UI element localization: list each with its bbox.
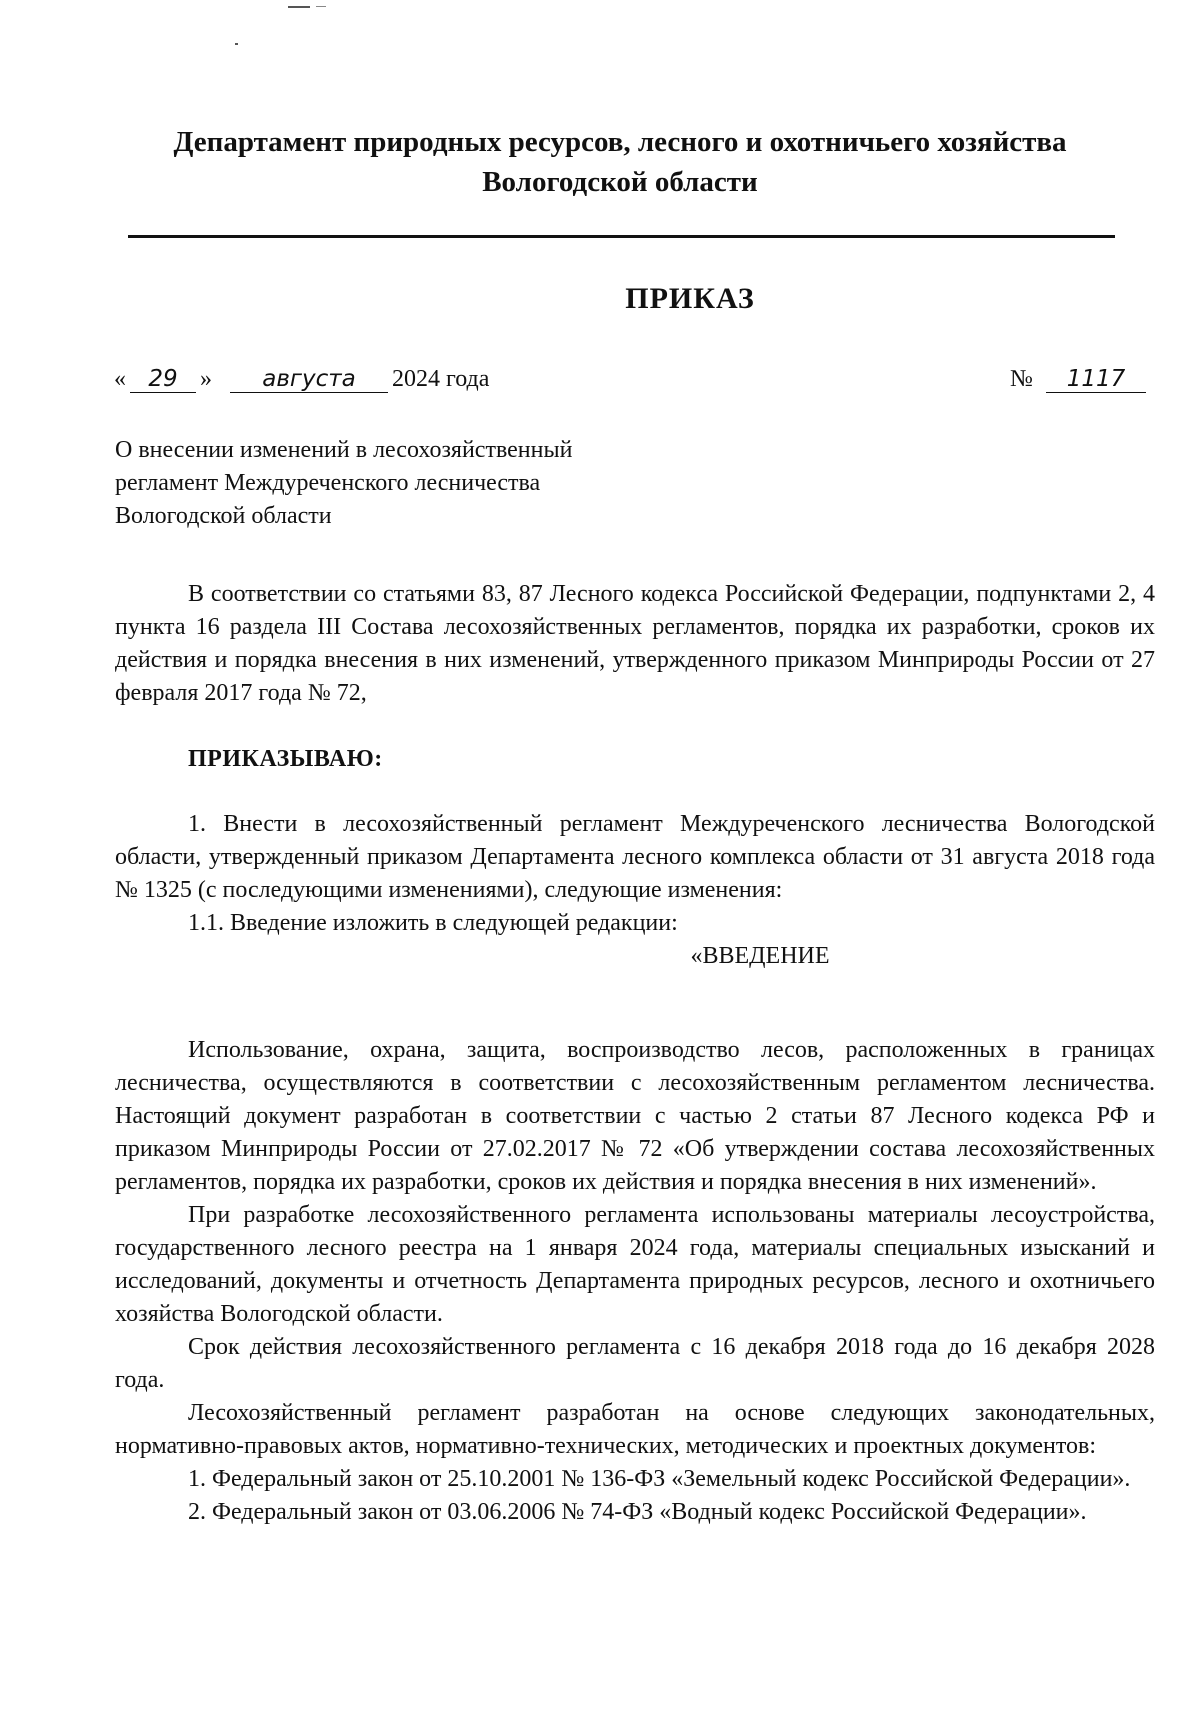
date-month-handwritten: августа [230, 366, 388, 393]
intro-paragraph: Использование, охрана, защита, воспроизводство лесов, расположенных в границах лесничества, осуществляются в соответствии с лесохозяйственным регламентом лесничества. Настоящий документ разработан в соответствии с частью 2 статьи 87 Лесного кодекса РФ и приказом Минприроды России от 27.02.2017 № 72 «Об утверждении состава лесохозяйственных регламентов, порядка их разработки, сроков их действия и порядка внесения в них изменений». [115, 1037, 1155, 1195]
date-open-quote: « [114, 366, 126, 392]
order-item-1: 1. Внести в лесохозяйственный регламент Междуреченского лесничества Вологодской области, утвержденный приказом Департамента лесного комплекса области от 31 августа 2018 года № 1325 (с последующими изменениями), следующие изменения: [115, 811, 1155, 903]
date-year: 2024 года [392, 366, 490, 392]
command-word: ПРИКАЗЫВАЮ: [188, 746, 383, 772]
intro-list-item: 1. Федеральный закон от 25.10.2001 № 136-ФЗ «Земельный кодекс Российской Федерации». [188, 1466, 1131, 1492]
intro-paragraph: При разработке лесохозяйственного регламента использованы материалы лесоустройства, государственного лесного реестра на 1 января 2024 года, материалы специальных изысканий и исследований, документы и отчетность Департамента природных ресурсов, лесного и охотничьего хозяйства Вологодской области. [115, 1202, 1155, 1327]
intro-list-item: 2. Федеральный закон от 03.06.2006 № 74-ФЗ «Водный кодекс Российской Федерации». [188, 1499, 1087, 1525]
subject-block [115, 434, 572, 533]
order-items [115, 808, 1155, 973]
subject-line: Вологодской области [115, 503, 332, 529]
intro-paragraph: Лесохозяйственный регламент разработан на основе следующих законодательных, нормативно-правовых актов, нормативно-технических, методических и проектных документов: [115, 1400, 1155, 1459]
document-type-title: ПРИКАЗ [625, 282, 755, 315]
intro-paragraph: Срок действия лесохозяйственного регламента с 16 декабря 2018 года до 16 декабря 2028 года. [115, 1334, 1155, 1393]
scan-artifact [235, 43, 238, 45]
scan-artifact [288, 6, 310, 8]
date-close-quote: » [200, 366, 212, 392]
header-divider [128, 235, 1115, 238]
introduction-text [115, 1034, 1155, 1529]
number-label: № [1010, 366, 1033, 392]
preamble-block [115, 578, 1155, 710]
date-day-handwritten: 29 [130, 366, 196, 393]
scan-artifact [316, 6, 326, 7]
document-number-handwritten: 1117 [1046, 366, 1146, 393]
subject-line: регламент Междуреченского лесничества [115, 470, 541, 496]
organization-name-line1: Департамент природных ресурсов, лесного и охотничьего хозяйства [173, 126, 1067, 158]
subject-line: О внесении изменений в лесохозяйственный [115, 437, 573, 463]
preamble-paragraph: В соответствии со статьями 83, 87 Лесного кодекса Российской Федерации, подпунктами 2, 4 пункта 16 раздела III Состава лесохозяйственных регламентов, порядка их разработки, сроков их действия и порядка внесения в них изменений, утвержденного приказом Минприроды России от 27 февраля 2017 года № 72, [115, 581, 1155, 706]
section-heading: «ВВЕДЕНИЕ [690, 943, 830, 969]
order-item-1-1: 1.1. Введение изложить в следующей редакции: [188, 910, 678, 936]
organization-header [60, 122, 1180, 202]
organization-name-line2: Вологодской области [482, 166, 758, 198]
date-number-row [114, 360, 1164, 394]
